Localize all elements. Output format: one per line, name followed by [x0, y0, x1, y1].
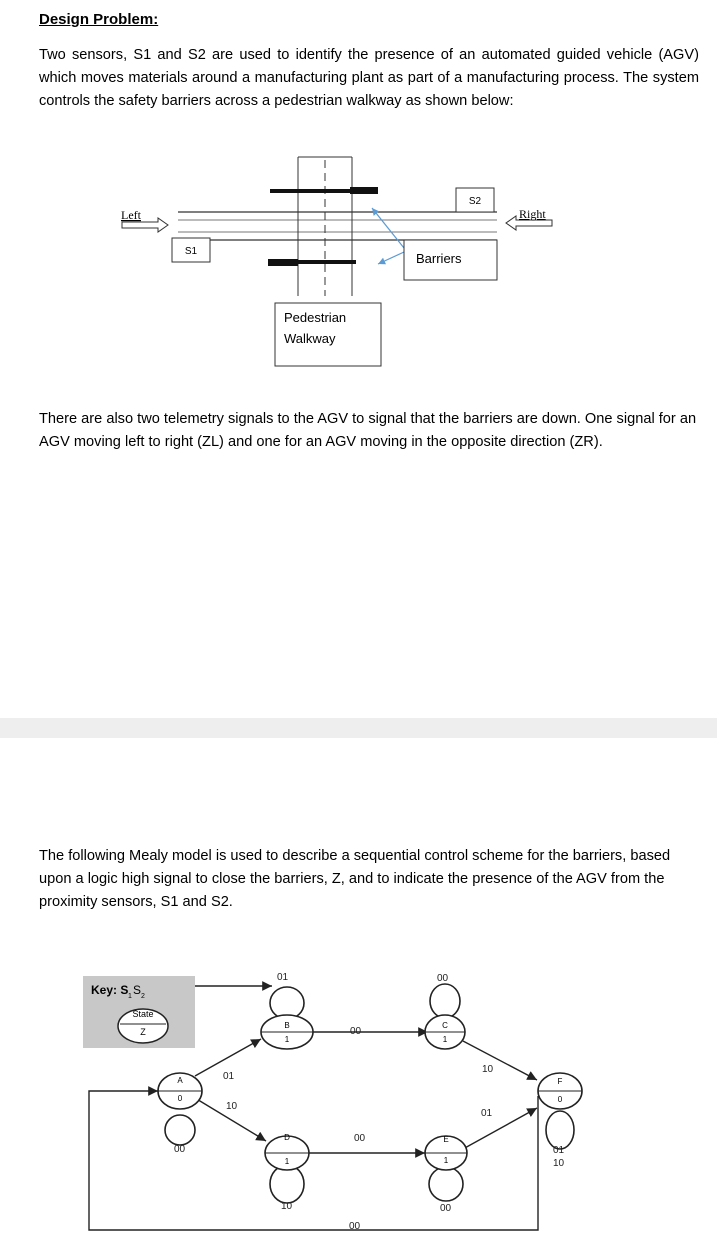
- label-f-self-2: 10: [553, 1158, 565, 1169]
- barriers-label-box: [404, 240, 497, 280]
- document-page-2: [0, 738, 717, 1253]
- label-a-to-b: 01: [223, 1071, 235, 1082]
- walkway-outline: [298, 157, 352, 296]
- self-loop-c: [430, 984, 460, 1018]
- left-label: Left: [121, 208, 141, 222]
- sensor-s1: [172, 238, 210, 262]
- intro-paragraph: Two sensors, S1 and S2 are used to identify the presence of an automated guided vehicle (AGV) which moves materials around a manufacturing plant as part of a manufacturing process. The system controls the safety barriers across a pedestrian walkway as shown below:: [39, 47, 699, 109]
- label-d-to-e: 00: [354, 1133, 366, 1144]
- svg-text:1: 1: [284, 1035, 290, 1044]
- barrier-bars: [268, 187, 378, 266]
- svg-text:S2: S2: [468, 196, 482, 207]
- svg-text:A: A: [177, 1076, 183, 1085]
- telemetry-paragraph: There are also two telemetry signals to the AGV to signal that the barriers are down. One signal for an AGV moving left to right (ZL) and one for an AGV moving in the opposite direction (ZR).: [39, 411, 697, 450]
- label-c-to-f: 10: [482, 1064, 494, 1075]
- label-bottom-return: 00: [349, 1221, 361, 1232]
- state-f: [538, 1073, 582, 1109]
- diagram-key: [83, 976, 195, 1048]
- state-b: [261, 1015, 313, 1049]
- svg-text:Key: S: Key: S: [91, 983, 129, 997]
- svg-text:Walkway: Walkway: [284, 331, 336, 346]
- label-e-to-f: 01: [481, 1108, 493, 1119]
- state-a: [158, 1073, 202, 1109]
- page-gap: [0, 718, 717, 738]
- svg-text:D: D: [284, 1133, 290, 1142]
- label-c-self: 00: [437, 973, 449, 984]
- label-f-self-1: 01: [553, 1145, 565, 1156]
- svg-text:0: 0: [557, 1095, 563, 1104]
- self-loop-e: [429, 1167, 463, 1201]
- svg-text:State: State: [132, 1009, 154, 1019]
- svg-text:Pedestrian: Pedestrian: [284, 310, 347, 325]
- barrier-pointer-top: [372, 208, 404, 248]
- svg-text:1: 1: [442, 1035, 448, 1044]
- design-problem-heading: Design Problem:: [39, 11, 159, 28]
- svg-text:S1: S1: [184, 246, 198, 257]
- walkway-label-box: [275, 303, 381, 366]
- svg-text:E: E: [443, 1135, 449, 1144]
- label-e-self: 00: [440, 1203, 452, 1214]
- label-d-self: 10: [281, 1201, 293, 1212]
- state-e: [425, 1135, 467, 1170]
- barrier-layout-diagram: [0, 0, 717, 400]
- svg-text:2: 2: [141, 993, 145, 1000]
- label-top-01: 01: [277, 972, 289, 983]
- label-b-to-c: 00: [350, 1026, 362, 1037]
- track-lines: [178, 212, 497, 240]
- svg-text:B: B: [284, 1021, 290, 1030]
- svg-text:F: F: [557, 1077, 563, 1086]
- sensor-s2: [456, 188, 494, 212]
- svg-text:1: 1: [443, 1156, 449, 1165]
- svg-text:Z: Z: [140, 1027, 146, 1037]
- svg-text:0: 0: [177, 1094, 183, 1103]
- svg-text:1: 1: [284, 1157, 290, 1166]
- left-direction-arrow: [121, 208, 168, 232]
- self-loop-f: [546, 1111, 574, 1149]
- svg-text:C: C: [442, 1021, 448, 1030]
- right-direction-arrow: [506, 207, 552, 230]
- right-label: Right: [519, 207, 546, 221]
- svg-text:1: 1: [128, 993, 132, 1000]
- svg-text:Barriers: Barriers: [416, 251, 462, 266]
- barrier-pointer-bottom: [378, 252, 404, 264]
- state-c: [425, 1015, 465, 1049]
- mealy-intro-paragraph: The following Mealy model is used to describe a sequential control scheme for the barriers, based upon a logic high signal to close the barriers, Z, and to indicate the presence of the AGV from the proximity sensors, S1 and S2.: [39, 848, 671, 910]
- edge-labels: [174, 972, 565, 1232]
- label-a-self: 00: [174, 1144, 186, 1155]
- state-d: [265, 1133, 309, 1170]
- self-loop-a: [165, 1115, 195, 1145]
- svg-text:S: S: [133, 983, 142, 997]
- mealy-state-diagram: [0, 738, 717, 1253]
- label-a-to-d: 10: [226, 1101, 238, 1112]
